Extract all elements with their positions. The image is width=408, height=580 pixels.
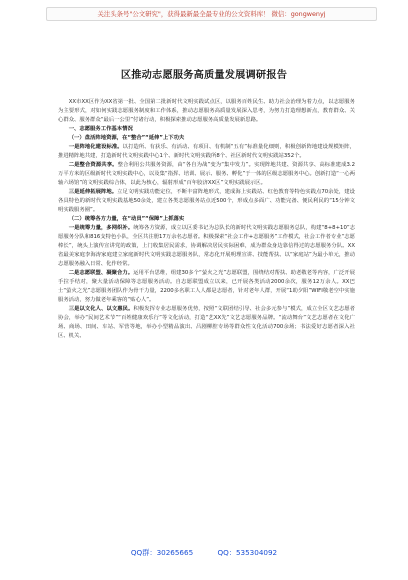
paragraph-text: （二）统筹各方力量，在“动员”“保障”上抓落实: [68, 215, 185, 222]
paragraph-text: 整合利用公共服务资源，由“各自为战”变为“集中发力”。实现阵地共建、资源共享、高标准建成3.2万平方米的区级新时代文明实践中心，以及集“指挥、培训、展示、服务、孵化”于一体的区级志愿服务中心。创新打造“一心两轴六场馆”的文明实践综合体，以此为核心，辐射形成“百年胶济XX区”文明实践展示区。: [58, 161, 356, 186]
paragraph-lead: 一是统筹力量，多网织补。: [68, 224, 134, 231]
paragraph-text: XX市XX区作为XX省第一批、全国第二批新时代文明实践试点区，以服务百姓民生、助力社会治理为着力点，以志愿服务为主要形式，对如何实践志愿服务制度和工作体系，推动志愿服务高质量发展深入思考，为努力打造理想新点，教育群众、关心群众、服务群众“最后一公里”付诸行动，积极探索推动志愿服务高质量发展新思路。: [58, 99, 355, 123]
paragraph-text: 运用平台思维，组建30多个“萤火之光”志愿联盟，围绕结对帮扶、助老敬老等内容，广泛开展手拉手结对，聚大量活动保障等志愿服务活动。自志愿联盟成立以来，已开展各类活动2000余次，服务12万余人。XX巴士“萤火之光”志愿服务团队作为骨干力量，2200多名职工人人都是志愿者，针对老年人群，开展“1助夕阳”WIFI敬老空中实施服务活动，努力做老年乘客的“贴心人”。: [58, 269, 355, 303]
paragraph-text: （一）盘活阵地资源，在“整合”“延伸”上下功夫: [68, 134, 185, 141]
promo-banner: 关注头条号"公文研究"，获得最新最全最专业的公文资料库！ 微信：gongwenyj: [46, 7, 377, 21]
page-title: 区推动志愿服务高质量发展调研报告: [120, 70, 288, 81]
paragraph-lead: 二是整合资源共享。: [68, 161, 118, 168]
section-heading: [58, 215, 355, 224]
section-heading: [58, 125, 355, 134]
paragraph-text: 立足文明实践功能定位，不断丰富阵地形式，建成海上实践站、红色教育等特色实践点70余处，建设各具特色的新时代文明实践基地50余处，建立各类志愿服务站点近500个，形成点多面广、功能完备、便民利民的“15分钟文明实践服务圈”。: [58, 188, 356, 213]
paragraph-text: 以打造所、有获乐、有活动、有项目、有机制“五有”标准量化细则，积极创新阵地建设规模矩阵，推进精阵地共建，打造新时代文明实践中心1个、新时代文明实践所8个、社区新时代文明实践站352个。: [58, 143, 355, 159]
body-paragraph: [58, 269, 355, 305]
body-paragraph: [58, 305, 355, 341]
paragraph-text: 积极发挥专业志愿服务优势，按照“文联团结引导、社会多元参与”模式，成立全区文艺志愿者协会，举办“民间艺术节”“百姓健康欢乐行”等文化活动，打造“艺XX先”文艺志愿服务品牌。“流动舞台”文艺志愿者在文化广场、商场、田间、车站、军营等地，举办小型精品演出、吕剧柳腔专场等群众性文化活动700余场；书法爱好志愿者深入社区、机关、: [58, 305, 355, 339]
body-paragraph: [58, 143, 355, 161]
body-paragraph: [58, 188, 355, 215]
body-paragraph: [58, 224, 355, 269]
paragraph-text: 一、志愿服务工作基本情况: [68, 125, 133, 132]
paragraph-lead: 三是延伸拓展阵地。: [68, 188, 118, 195]
footer: [0, 548, 408, 558]
section-heading: [58, 134, 355, 143]
paragraph-lead: 二是志愿联盟、凝聚合力。: [68, 269, 134, 276]
paragraph-text: 统筹各方资源，成立以区委书记为总队长的新时代文明实践志愿服务总队，构建“8+8+10”志愿服务分队和816支特色小队，全区共注册17万余名志愿者。积极探索“社会工作+志愿服务”工作模式，社会工作者专业“志愿棒长”，统头上演传宣讲党的政策，上门收集居民需求，协调解决居民实际困难，成为群众身边靠信得过的志愿服务分队。XX省最美家庭李海涛家庭建立家庭新时代文明实践志愿服务队，常态化开展明理宣讲、技能帮扶、以“家庭站”为最小单元，推动志愿服务融入日常、化作经常。: [58, 224, 356, 267]
footer-qq-group: QQ群：30265665: [130, 548, 194, 557]
footer-qq: QQ：535304092: [217, 548, 278, 557]
paragraph-lead: 三是以文化人、以文惠民。: [68, 305, 134, 312]
body-paragraph: [58, 98, 355, 125]
paragraph-lead: 一是阵地化建设标准。: [68, 143, 123, 150]
document-body: [58, 98, 355, 341]
body-paragraph: [58, 161, 355, 188]
